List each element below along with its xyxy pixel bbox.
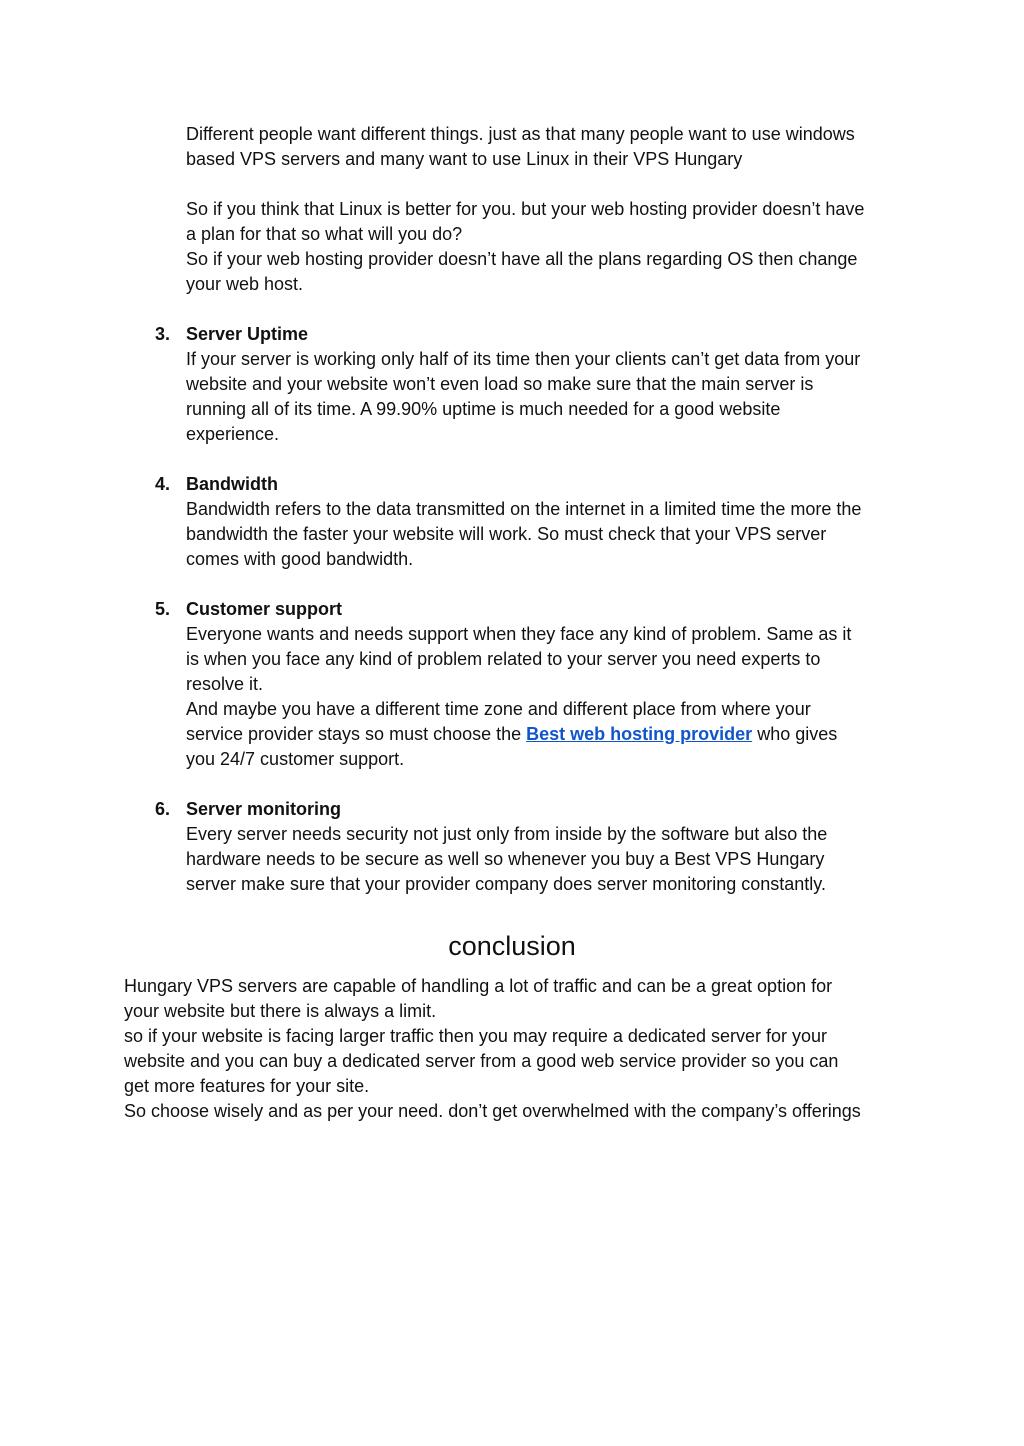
list-number: 3. [155,324,171,344]
list-item-text: Everyone wants and needs support when they face any kind of problem. Same as it [186,624,852,644]
list-item-text: Bandwidth refers to the data transmitted on the internet in a limited time the more the [186,499,862,519]
list-item-text: And maybe you have a different time zone and different place from where your [186,699,811,719]
list-item-title: Server monitoring [186,799,342,819]
conclusion-line: Hungary VPS servers are capable of handling a lot of traffic and can be a great option for [124,976,833,996]
link-line-before: service provider stays so must choose the [186,724,527,744]
intro-line: Different people want different things. just as that many people want to use windows [186,124,855,144]
conclusion-line: website and you can buy a dedicated server from a good web service provider so you can [124,1051,839,1071]
list-number: 4. [155,474,171,494]
list-item-text: If your server is working only half of its time then your clients can’t get data from your [186,349,861,369]
conclusion-line: get more features for your site. [124,1076,370,1096]
list-item-text: Every server needs security not just only from inside by the software but also the [186,824,828,844]
list-item-text: comes with good bandwidth. [186,549,414,569]
conclusion-line: So choose wisely and as per your need. don’t get overwhelmed with the company’s offerings [124,1101,861,1121]
link-line-after: who gives [752,724,838,744]
list-item-text: running all of its time. A 99.90% uptime is much needed for a good website [186,399,781,419]
list-item-title: Customer support [186,599,343,619]
intro-line: your web host. [186,274,304,294]
intro-line: a plan for that so what will you do? [186,224,463,244]
intro-line: So if you think that Linux is better for you. but your web hosting provider doesn’t have [186,199,865,219]
list-item-text: website and your website won’t even load so make sure that the main server is [186,374,814,394]
intro-line: based VPS servers and many want to use Linux in their VPS Hungary [186,149,743,169]
list-number: 6. [155,799,171,819]
best-web-hosting-provider-link[interactable]: Best web hosting provider [526,724,753,744]
conclusion-heading: conclusion [448,931,576,961]
list-number: 5. [155,599,171,619]
list-item-text: bandwidth the faster your website will work. So must check that your VPS server [186,524,827,544]
list-item-text: resolve it. [186,674,264,694]
list-item-text-with-link [186,722,837,747]
list-item-title: Bandwidth [186,474,278,494]
list-item-text: you 24/7 customer support. [186,749,405,769]
intro-line: So if your web hosting provider doesn’t have all the plans regarding OS then change [186,249,858,269]
list-item-text: is when you face any kind of problem related to your server you need experts to [186,649,821,669]
list-item-title: Server Uptime [186,324,309,344]
list-item-text: server make sure that your provider company does server monitoring constantly. [186,874,826,894]
list-item-text: hardware needs to be secure as well so whenever you buy a Best VPS Hungary [186,849,825,869]
list-item-text: experience. [186,424,280,444]
conclusion-line: your website but there is always a limit. [124,1001,437,1021]
conclusion-line: so if your website is facing larger traffic then you may require a dedicated server for your [124,1026,828,1046]
